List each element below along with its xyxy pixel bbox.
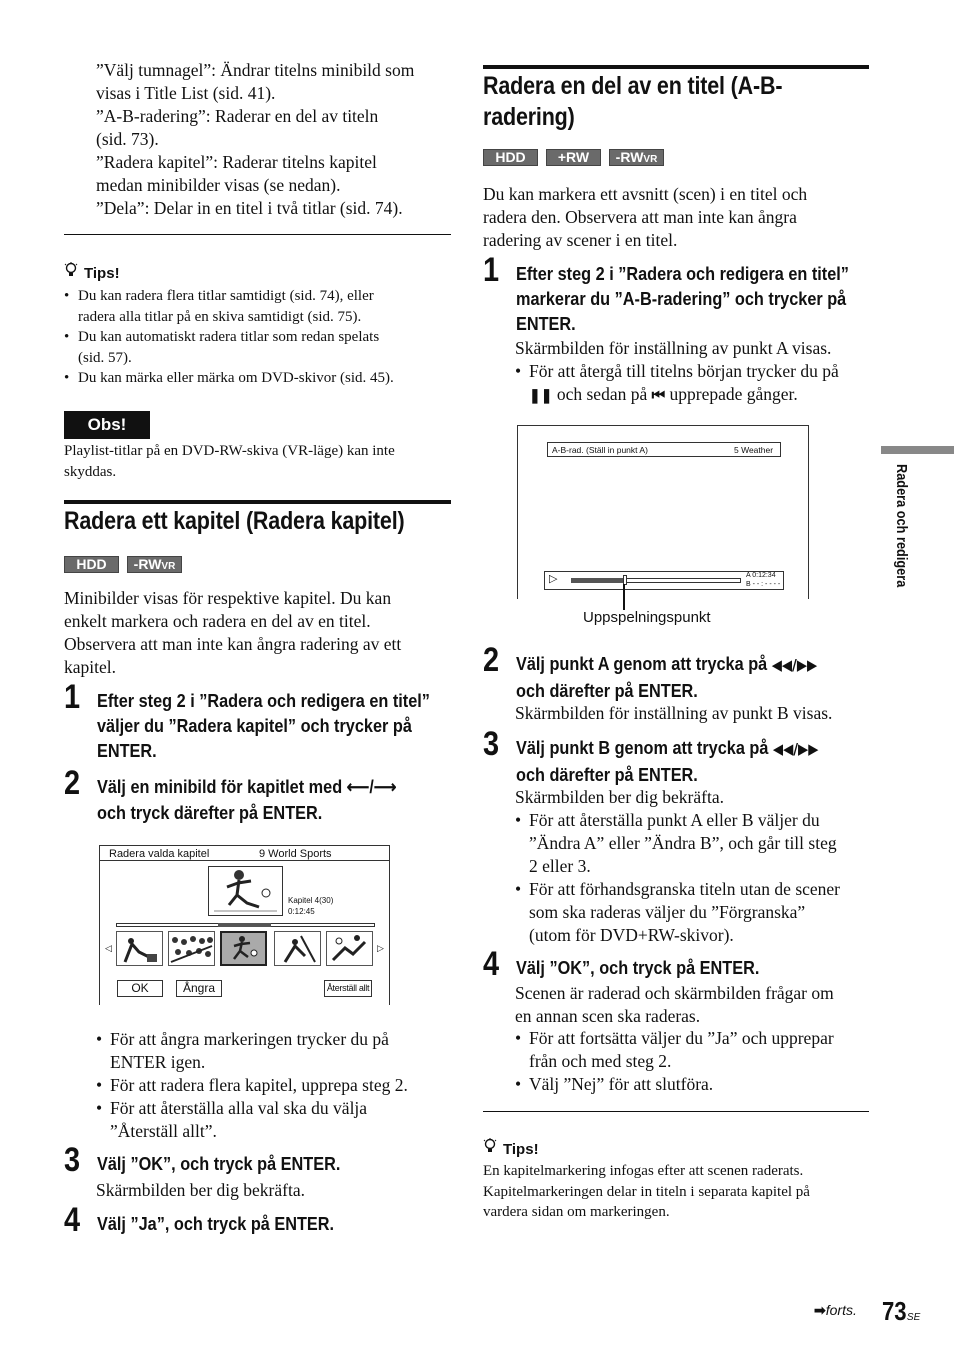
reset-all-button[interactable]: Återställ allt — [324, 980, 372, 997]
tips-title: Tips! — [503, 1141, 539, 1158]
scroll-left-icon[interactable]: ◁ — [105, 943, 112, 953]
step-title: Välj punkt A genom att trycka på ◀◀/▶▶ och därefter på ENTER. — [516, 653, 818, 701]
step-bullets — [515, 360, 875, 407]
list-item: • För att återställa punkt A eller B väljer du ”Ändra A” eller ”Ändra B”, och går till steg 2 eller 3. — [515, 809, 875, 878]
chapter-thumbnail[interactable] — [326, 931, 373, 966]
step-number: 1 — [64, 678, 81, 716]
lightbulb-icon — [64, 262, 78, 285]
chapter-thumbnail[interactable] — [116, 931, 163, 966]
step-bullets — [515, 809, 875, 947]
list-item: • För att fortsätta väljer du ”Ja” och upprepar från och med steg 2. — [515, 1027, 875, 1073]
arrow-left-right-icon: ⟵/⟶ — [346, 777, 397, 797]
section-title: Radera ett kapitel (Radera kapitel) — [64, 507, 405, 535]
chapter-bullets — [96, 1028, 456, 1143]
continued-label: ➡forts. — [814, 1302, 857, 1318]
chapter-thumbnail-selected[interactable] — [220, 931, 267, 966]
step-number: 3 — [64, 1141, 81, 1179]
list-item: • För att förhandsgranska titeln utan de scener som ska raderas väljer du ”Förgranska” (utom för DVD+RW-skivor). — [515, 878, 875, 947]
step-text: Skärmbilden för inställning av punkt B visas. — [515, 703, 833, 723]
pause-icon: ❚❚ — [529, 387, 553, 403]
step-number: 2 — [483, 641, 500, 679]
side-tab-label: Radera och redigera — [893, 464, 910, 588]
section-body: Du kan markera ett avsnitt (scen) i en titel och radera den. Observera att man inte kan ångra radering av scener i en titel. — [483, 184, 808, 250]
tips-box — [64, 262, 454, 389]
step-title: Välj en minibild för kapitlet med ⟵/⟶ och tryck därefter på ENTER. — [97, 776, 397, 823]
chapter-time: 0:12:45 — [288, 907, 315, 916]
screen-header-right: 5 Weather — [734, 445, 774, 455]
list-item: • För att ångra markeringen trycker du på ENTER igen. — [96, 1028, 456, 1074]
section-title: Radera en del av en titel (A-B- radering) — [483, 72, 783, 131]
screen-header-left: Radera valda kapitel — [109, 848, 210, 860]
step-title: Välj punkt B genom att trycka på ◀◀/▶▶ och därefter på ENTER. — [516, 737, 819, 785]
step-title: Efter steg 2 i ”Radera och redigera en titel” väljer du ”Radera kapitel” och trycker på ENTER. — [97, 690, 430, 761]
list-item: • Välj ”Nej” för att slutföra. — [515, 1073, 875, 1096]
step-bullets — [515, 1027, 875, 1096]
ok-button[interactable]: OK — [117, 980, 163, 997]
callout-label: Uppspelningspunkt — [583, 609, 711, 626]
step-text: Skärmbilden ber dig bekräfta. — [96, 1180, 305, 1200]
step-text: Skärmbilden ber dig bekräfta. — [515, 787, 724, 807]
list-item: • För att återgå till titelns början trycker du på ❚❚ och sedan på ⏮ upprepade gånger. — [515, 360, 875, 407]
progress-fill — [571, 578, 625, 583]
tips-box: Tips! En kapitelmarkering infogas efter att scenen raderats. Kapitelmarkeringen delar in titeln i separata kapitel på vardera sidan om markeringen. — [483, 1138, 873, 1223]
step-number: 4 — [64, 1201, 81, 1239]
section-body: Minibilder visas för respektive kapitel. Du kan enkelt markera och radera en del av en titel. Observera att man inte kan ångra radering av ett kapitel. — [64, 588, 402, 677]
intro-line: ”Dela”: Delar in en titel i två titlar (sid. 74). — [96, 198, 403, 218]
tips-title: Tips! — [84, 265, 120, 282]
hdd-badge: HDD — [483, 149, 538, 166]
divider — [483, 1111, 869, 1112]
step-number: 3 — [483, 725, 500, 763]
step-title: Efter steg 2 i ”Radera och redigera en titel” markerar du ”A-B-radering” och trycker på ENTER. — [516, 263, 849, 334]
rewind-forward-icon: ◀◀/▶▶ — [771, 656, 818, 674]
intro-line: ”A-B-radering”: Raderar en del av titeln — [96, 106, 379, 126]
rwvr-badge: -RWVR — [609, 149, 664, 166]
hdd-badge: HDD — [64, 556, 119, 573]
lightbulb-icon — [483, 1138, 497, 1161]
step-title: Välj ”Ja”, och tryck på ENTER. — [97, 1213, 335, 1234]
note-text: Playlist-titlar på en DVD-RW-skiva (VR-läge) kan inte skyddas. — [64, 443, 395, 480]
a-time: A 0:12:34 — [746, 572, 776, 579]
step-number: 1 — [483, 251, 500, 289]
callout-line — [623, 584, 625, 610]
chapter-thumbnail[interactable] — [274, 931, 321, 966]
side-tab-bar — [881, 446, 954, 454]
rwvr-badge: -RWVR — [127, 556, 182, 573]
screen-header-left: A-B-rad. (Ställ in punkt A) — [552, 445, 648, 455]
step-title: Välj ”OK”, och tryck på ENTER. — [516, 957, 760, 978]
list-item: • Du kan radera flera titlar samtidigt (sid. 74), eller radera alla titlar på en skiva samtidigt (sid. 75). — [64, 286, 454, 327]
screen-header-right: 9 World Sports — [259, 848, 332, 860]
section-rule — [64, 500, 451, 504]
preview-image — [208, 866, 283, 916]
intro-line: ”Välj tumnagel”: Ändrar titelns minibild som — [96, 60, 415, 80]
b-time: B - - : - - - - — [746, 581, 781, 588]
chapter-label: Kapitel 4(30) — [288, 896, 334, 905]
chapter-delete-screen — [99, 845, 390, 1005]
divider — [64, 234, 451, 235]
arrow-right-icon: ➡ — [814, 1302, 826, 1318]
undo-button[interactable]: Ångra — [176, 980, 222, 997]
scroll-right-icon[interactable]: ▷ — [377, 943, 384, 953]
intro-line: visas i Title List (sid. 41). — [96, 83, 276, 103]
list-item: • För att återställa alla val ska du välja ”Återställ allt”. — [96, 1097, 456, 1143]
section-rule — [483, 65, 869, 69]
intro-line: (sid. 73). — [96, 129, 159, 149]
step-number: 2 — [64, 764, 81, 802]
intro-line: medan minibilder visas (se nedan). — [96, 175, 341, 195]
step-text: Skärmbilden för inställning av punkt A visas. — [515, 338, 832, 358]
step-title: Välj ”OK”, och tryck på ENTER. — [97, 1153, 341, 1174]
list-item: • För att radera flera kapitel, upprepa steg 2. — [96, 1074, 456, 1097]
intro-text — [96, 59, 456, 220]
page-number: 73SE — [882, 1296, 921, 1326]
note-label: Obs! — [64, 411, 150, 439]
ab-delete-screen — [517, 425, 809, 599]
list-item: • Du kan märka eller märka om DVD-skivor (sid. 45). — [64, 368, 454, 389]
list-item: • Du kan automatiskt radera titlar som redan spelats (sid. 57). — [64, 327, 454, 368]
chapter-thumbnail[interactable] — [168, 931, 215, 966]
play-icon: ▷ — [549, 573, 558, 585]
step-text: Scenen är raderad och skärmbilden frågar om en annan scen ska raderas. — [515, 983, 834, 1026]
plus-rw-badge: +RW — [546, 149, 601, 166]
previous-icon: ⏮ — [651, 386, 666, 404]
rewind-forward-icon: ◀◀/▶▶ — [772, 740, 819, 758]
step-number: 4 — [483, 945, 500, 983]
intro-line: ”Radera kapitel”: Raderar titelns kapitel — [96, 152, 377, 172]
thumb-track-highlight — [218, 923, 271, 927]
